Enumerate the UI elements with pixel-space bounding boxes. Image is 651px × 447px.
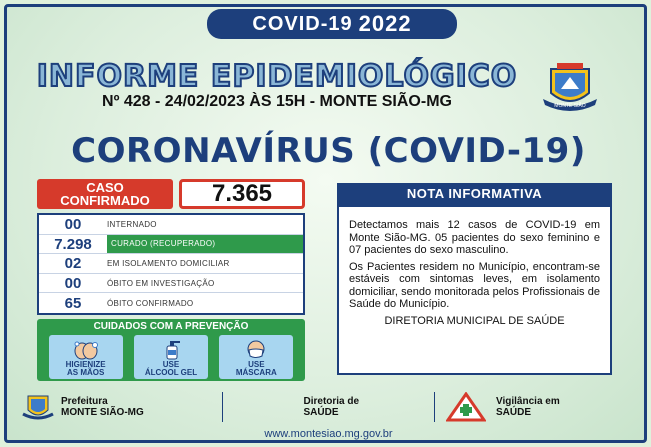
stat-label: EM ISOLAMENTO DOMICILIAR: [107, 258, 230, 268]
prevention-box: [37, 319, 305, 381]
banner-title: COVID-19: [252, 12, 353, 35]
care-line2: ÁLCOOL GEL: [144, 368, 198, 377]
stat-value: 00: [64, 215, 82, 233]
footer-vig-line2: SAÚDE: [496, 407, 532, 418]
footer-vigilancia: [446, 392, 636, 422]
mask-icon: [241, 340, 271, 360]
care-item-mask: [219, 335, 293, 379]
stat-value: 00: [64, 274, 82, 292]
footer-pref-line2: MONTE SIÃO-MG: [61, 407, 144, 418]
nota-header: NOTA INFORMATIVA: [337, 183, 612, 205]
care-line1: HIGIENIZE: [65, 360, 106, 369]
nota-paragraph-2: Os Pacientes residem no Município, encontram-se estáveis com sintomas leves, em isolamento domiciliar, sendo monitorada pelos Profissionais de Saúde do Município.: [349, 260, 600, 310]
confirmed-label: [37, 179, 173, 209]
stat-value: 02: [64, 254, 82, 272]
nota-signature: DIRETORIA MUNICIPAL DE SAÚDE: [384, 314, 565, 327]
stats-table: [37, 213, 305, 315]
confirmed-label-line1: CASO: [86, 180, 124, 195]
footer-pref-line1: Prefeitura: [61, 396, 108, 407]
stat-label: INTERNADO: [107, 219, 157, 229]
care-line2: MÁSCARA: [235, 368, 277, 377]
headline: CORONAVÍRUS (COVID-19): [71, 131, 586, 171]
care-item-hands: [49, 335, 123, 379]
stat-value: 65: [64, 294, 82, 312]
banner-year: 2022: [358, 11, 412, 36]
bulletin-subtitle: Nº 428 - 24/02/2023 ÀS 15H - MONTE SIÃO-MG: [102, 93, 452, 110]
gel-icon: [156, 340, 186, 360]
vigilancia-logo-icon: [446, 392, 486, 422]
footer-divider: [222, 392, 223, 422]
footer-dir-line2: SAÚDE: [303, 407, 339, 418]
confirmed-label-line2: CONFIRMADO: [60, 193, 150, 208]
stat-row-obito-investigacao: [39, 274, 303, 294]
nota-body: [337, 205, 612, 375]
top-banner: [207, 9, 457, 39]
website-link[interactable]: www.montesiao.mg.gov.br: [264, 428, 393, 440]
city-emblem-icon: [539, 59, 601, 113]
footer-prefeitura: [21, 392, 211, 422]
care-line1: USE: [162, 360, 180, 369]
care-line1: USE: [248, 360, 265, 369]
confirmed-value: 7.365: [179, 179, 305, 209]
stat-label: ÓBITO CONFIRMADO: [107, 298, 194, 308]
prefeitura-emblem-icon: [21, 392, 55, 422]
hands-icon: [71, 340, 101, 360]
footer: [21, 389, 636, 425]
bulletin-frame: [4, 4, 647, 443]
stat-row-obito-confirmado: [39, 293, 303, 313]
informe-title: INFORME EPIDEMIOLÓGICO: [36, 59, 518, 94]
stat-row-internado: [39, 215, 303, 235]
stat-row-curado: [39, 235, 303, 255]
footer-vig-line1: Vigilância em: [496, 396, 560, 407]
footer-dir-line1: Diretoria de: [303, 396, 360, 407]
emblem-text: MONTE SIÃO: [554, 103, 586, 109]
stat-row-isolamento: [39, 254, 303, 274]
care-item-gel: [134, 335, 208, 379]
footer-divider: [434, 392, 435, 422]
stat-label: CURADO (RECUPERADO): [111, 239, 216, 249]
nota-paragraph-1: Detectamos mais 12 casos de COVID-19 em Monte Sião-MG. 05 pacientes do sexo feminino e 07 pacientes do sexo masculino.: [349, 219, 600, 256]
stat-label: ÓBITO EM INVESTIGAÇÃO: [107, 278, 215, 288]
footer-diretoria: [234, 396, 424, 418]
prevention-title: CUIDADOS COM A PREVENÇÃO: [93, 321, 249, 332]
care-line2: AS MÃOS: [66, 368, 105, 377]
stat-value: 7.298: [39, 235, 107, 254]
